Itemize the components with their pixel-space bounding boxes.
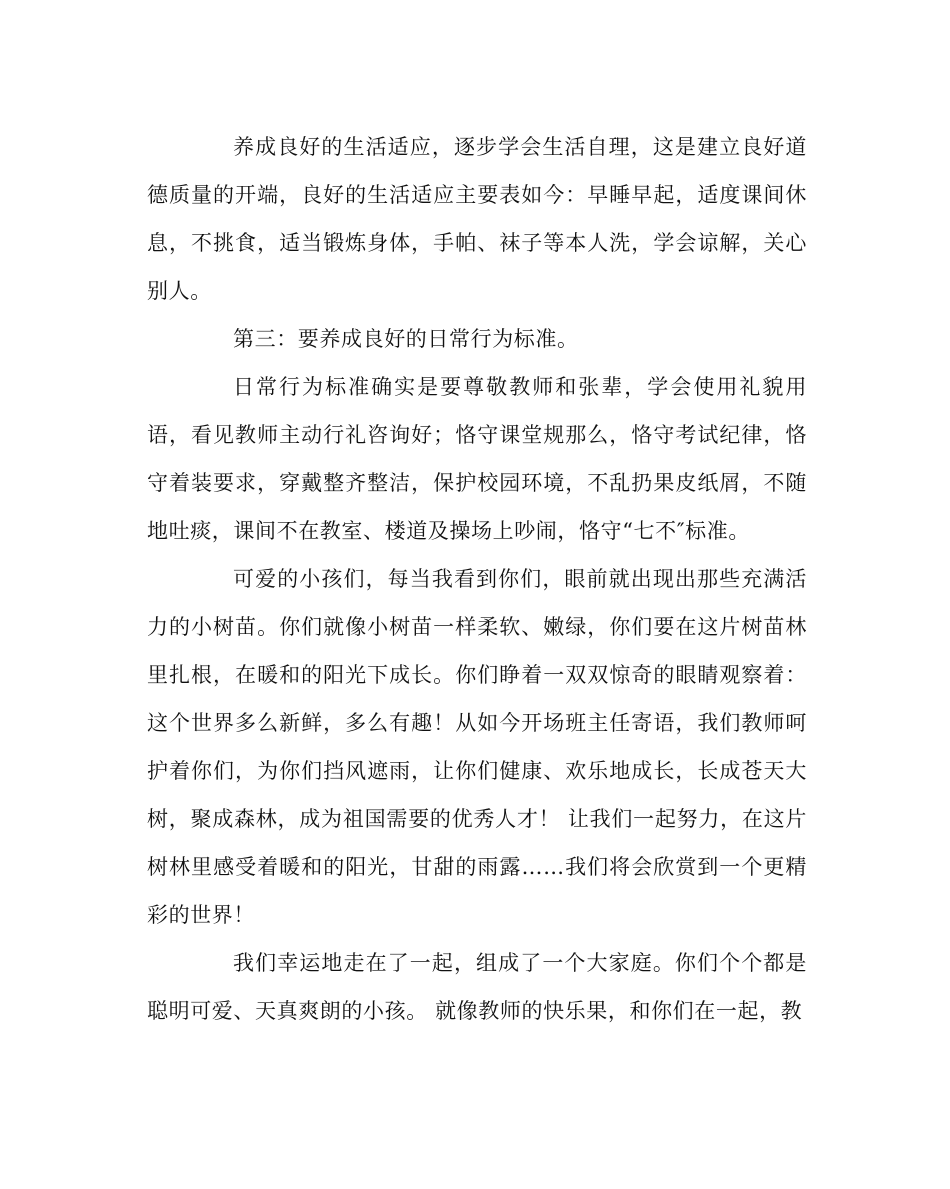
paragraph-life-habits: 养成良好的生活适应，逐步学会生活自理，这是建立良好道德质量的开端，良好的生活适应主要表如今：早睡早起，适度课间休息，不挑食，适当锻炼身体，手帕、袜子等本人洗，学会谅解，关心别人。 <box>147 135 807 303</box>
paragraph-big-family: 我们幸运地走在了一起，组成了一个大家庭。你们个个都是聪明可爱、天真爽朗的小孩。 就像教师的快乐果，和你们在一起，教 <box>147 951 807 1023</box>
paragraph-little-trees: 可爱的小孩们，每当我看到你们，眼前就出现出那些充满活力的小树苗。你们就像小树苗一样柔软、嫩绿，你们要在这片树苗林里扎根，在暖和的阳光下成长。你们睁着一双双惊奇的眼睛观察着：这个世界多么新鲜，多么有趣！从如今开场班主任寄语，我们教师呵护着你们，为你们挡风遮雨，让你们健康、欢乐地成长，长成苍天大树，聚成森林，成为祖国需要的优秀人才！ 让我们一起努力，在这片树林里感受着暖和的阳光，甘甜的雨露……我们将会欣赏到一个更精彩的世界！ <box>147 567 807 927</box>
paragraph-section-heading: 第三：要养成良好的日常行为标准。 <box>233 327 579 351</box>
document-body <box>147 123 807 1035</box>
paragraph-behavior-standards: 日常行为标准确实是要尊敬教师和张辈，学会使用礼貌用语，看见教师主动行礼咨询好；恪守课堂规那么，恪守考试纪律，恪守着装要求，穿戴整齐整洁，保护校园环境，不乱扔果皮纸屑，不随地吐痰，课间不在教室、楼道及操场上吵闹，恪守“七不″标准。 <box>147 375 807 543</box>
